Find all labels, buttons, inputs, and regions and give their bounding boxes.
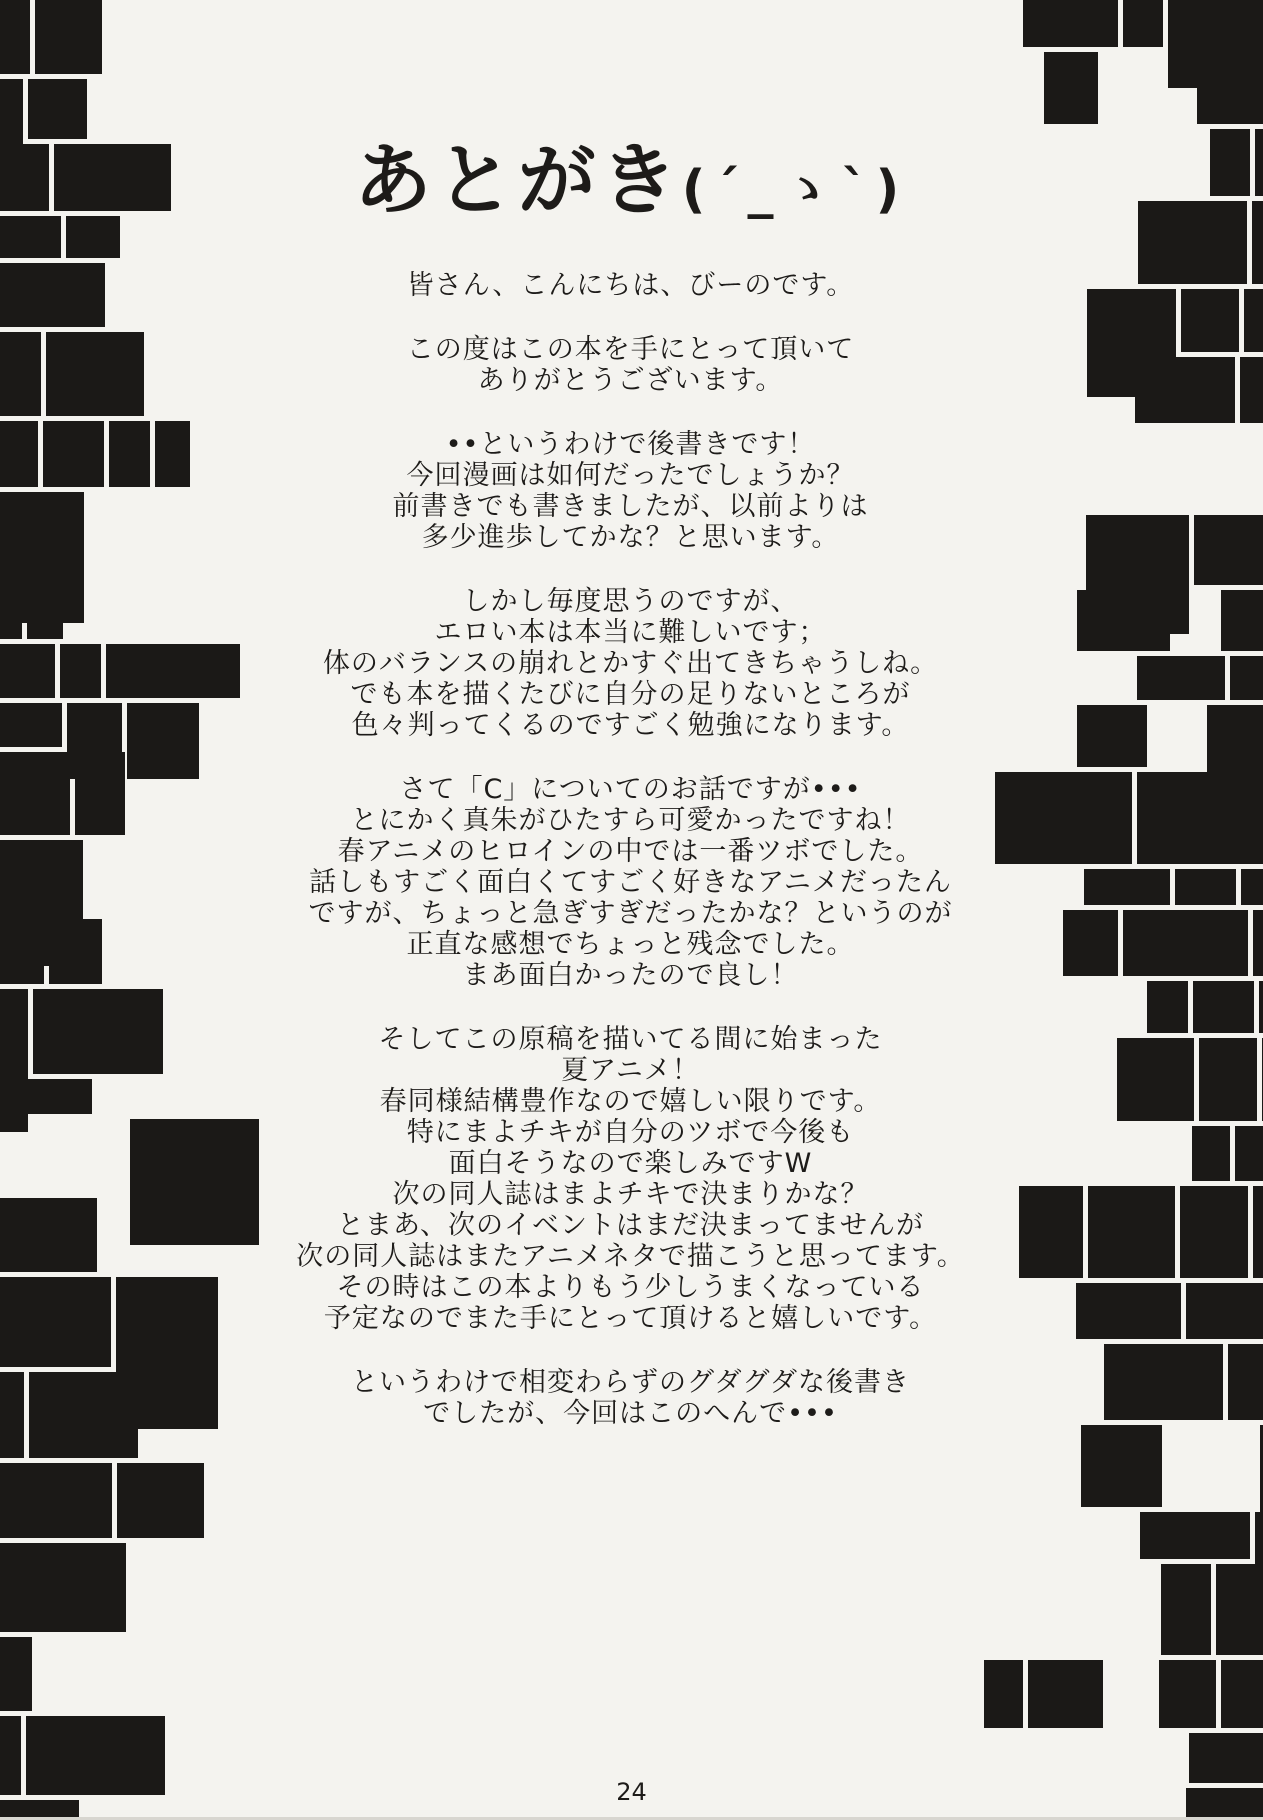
mosaic-block [1189,1733,1263,1783]
text-line: さて「C」についてのお話ですが••• [399,774,862,805]
afterword-paragraph [178,774,1083,991]
mosaic-block [29,1372,139,1458]
mosaic-block [1199,1038,1257,1121]
mosaic-block [1161,1564,1210,1655]
mosaic-block [1228,1344,1263,1421]
mosaic-block [1028,1660,1103,1728]
mosaic-block [1137,656,1225,700]
mosaic-block [0,0,30,74]
mosaic-block [0,644,55,698]
mosaic-block [33,989,163,1074]
mosaic-block [1186,1283,1263,1338]
mosaic-block [46,332,145,416]
mosaic-block [0,421,38,487]
mosaic-block [1197,52,1263,124]
afterword-paragraph [178,1024,1083,1334]
text-line: というわけで相変わらずのグダグダな後書き [351,1367,910,1398]
text-line: 次の同人誌はまたアニメネタで描こうと思ってます。 [296,1241,965,1272]
mosaic-block [1259,981,1263,1033]
text-line: この度はこの本を手にとって頂いて [406,334,855,365]
mosaic-block [1175,869,1236,905]
mosaic-block [1137,772,1263,864]
mosaic-block [1135,357,1235,423]
afterword-paragraph [178,1367,1083,1429]
text-line: 特にまよチキが自分のツボで今後も [406,1117,855,1148]
mosaic-block [0,1079,92,1114]
afterword-text-column [178,118,1083,1462]
afterword-paragraph [178,429,1083,553]
page-number: 24 [616,1778,647,1806]
afterword-title [178,118,1083,230]
mosaic-block [1240,357,1263,423]
mosaic-block [1081,1425,1162,1506]
mosaic-block [1221,1660,1263,1728]
text-line: ありがとうございます。 [477,365,784,396]
mosaic-block [35,0,101,74]
mosaic-block [984,1660,1023,1728]
mosaic-block [0,1463,112,1539]
mosaic-block [49,919,102,984]
mosaic-block [1241,869,1263,905]
text-line: 今回漫画は如何だったでしょうか？ [406,460,855,491]
mosaic-block [0,1198,97,1272]
mosaic-block [1076,1283,1180,1338]
text-line: 予定なのでまた手にとって頂けると嬉しいです。 [323,1303,938,1334]
text-line: 夏アニメ！ [561,1055,700,1086]
mosaic-block [0,1277,111,1367]
mosaic-block [109,421,150,487]
mosaic-block [1221,590,1263,651]
mosaic-block [0,919,44,984]
mosaic-block [27,574,63,638]
mosaic-block [0,752,70,835]
text-line: 春アニメのヒロインの中では一番ツボでした。 [337,836,924,867]
mosaic-block [1117,1038,1194,1121]
text-line: エロい本は本当に難しいです； [434,617,827,648]
mosaic-block [1023,0,1118,47]
mosaic-block [1123,0,1163,47]
text-line: とまあ、次のイベントはまだ決まってませんが [337,1210,924,1241]
mosaic-block [1077,705,1147,767]
text-line: 体のバランスの崩れとかすぐ出てきちゃうしね。 [322,648,939,679]
mosaic-block [0,1637,32,1712]
text-line: でも本を描くたびに自分の足りないところが [350,679,911,710]
text-line: ••というわけで後書きです！ [445,429,816,460]
mosaic-block [0,574,22,638]
mosaic-block [1253,910,1263,976]
text-line: その時はこの本よりもう少しうまくなっている [336,1272,925,1303]
mosaic-block [1252,201,1263,284]
mosaic-block [1180,1186,1247,1279]
mosaic-block [1104,1344,1223,1421]
mosaic-block [1147,981,1188,1033]
mosaic-block [75,752,124,835]
mosaic-block [0,144,49,211]
mosaic-block [1084,869,1170,905]
text-line: 次の同人誌はまよチキで決まりかな？ [392,1179,869,1210]
mosaic-block [1088,1186,1175,1279]
kaomoji-face: (´_ゝ`) [681,160,908,220]
mosaic-block [1216,1564,1263,1655]
text-line: 正直な感想でちょっと残念でした。 [406,929,855,960]
text-line: ですが、ちょっと急ぎすぎだったかな？というのが [308,898,953,929]
mosaic-block [1077,590,1171,651]
text-line: 話しもすごく面白くてすごく好きなアニメだったん [309,867,952,898]
mosaic-block [0,216,61,258]
text-line: とにかく真朱がひたすら可愛かったですね！ [350,805,911,836]
mosaic-block [60,644,101,698]
mosaic-block [0,332,41,416]
mosaic-block [54,144,171,211]
afterword-paragraph [178,586,1083,741]
mosaic-block [0,1543,126,1631]
text-line: そしてこの原稿を描いてる間に始まった [378,1024,883,1055]
mosaic-block [1255,129,1263,196]
text-line: まあ面白かったので良し！ [462,960,799,991]
mosaic-block [0,263,105,326]
mosaic-block [1253,1186,1263,1279]
afterword-paragraph [178,270,1083,301]
text-line: 面白そうなので楽しみですW [448,1148,813,1179]
afterword-title-text: あとがき [353,136,682,226]
text-line: 春同様結構豊作なので嬉しい限りです。 [379,1086,882,1117]
mosaic-block [66,216,120,258]
mosaic-block [43,421,104,487]
mosaic-block [1044,52,1098,124]
mosaic-block [117,1463,204,1539]
text-line: しかし毎度思うのですが、 [462,586,799,617]
text-line: 多少進歩してかな？と思います。 [421,522,840,553]
text-line: 前書きでも書きましたが、以前よりは [392,491,869,522]
mosaic-block [1159,1660,1216,1728]
mosaic-block [28,79,86,139]
mosaic-block [1193,981,1254,1033]
mosaic-block [1194,515,1263,585]
mosaic-block [1181,289,1239,352]
mosaic-block [1192,1126,1230,1181]
mosaic-block [1244,289,1263,352]
afterword-paragraph [178,334,1083,396]
mosaic-block [1123,910,1248,976]
mosaic-block [1138,201,1247,284]
text-line: 皆さん、こんにちは、びーのです。 [406,270,855,301]
text-line: 色々判ってくるのですごく勉強になります。 [351,710,910,741]
mosaic-block [0,703,62,747]
mosaic-block [1210,129,1250,196]
mosaic-block [0,1372,24,1458]
mosaic-block [1235,1126,1263,1181]
mosaic-block [1230,656,1263,700]
mosaic-block [1140,1512,1250,1559]
text-line: でしたが、今回はこのへんで••• [423,1398,838,1429]
afterword-body [178,270,1083,1429]
